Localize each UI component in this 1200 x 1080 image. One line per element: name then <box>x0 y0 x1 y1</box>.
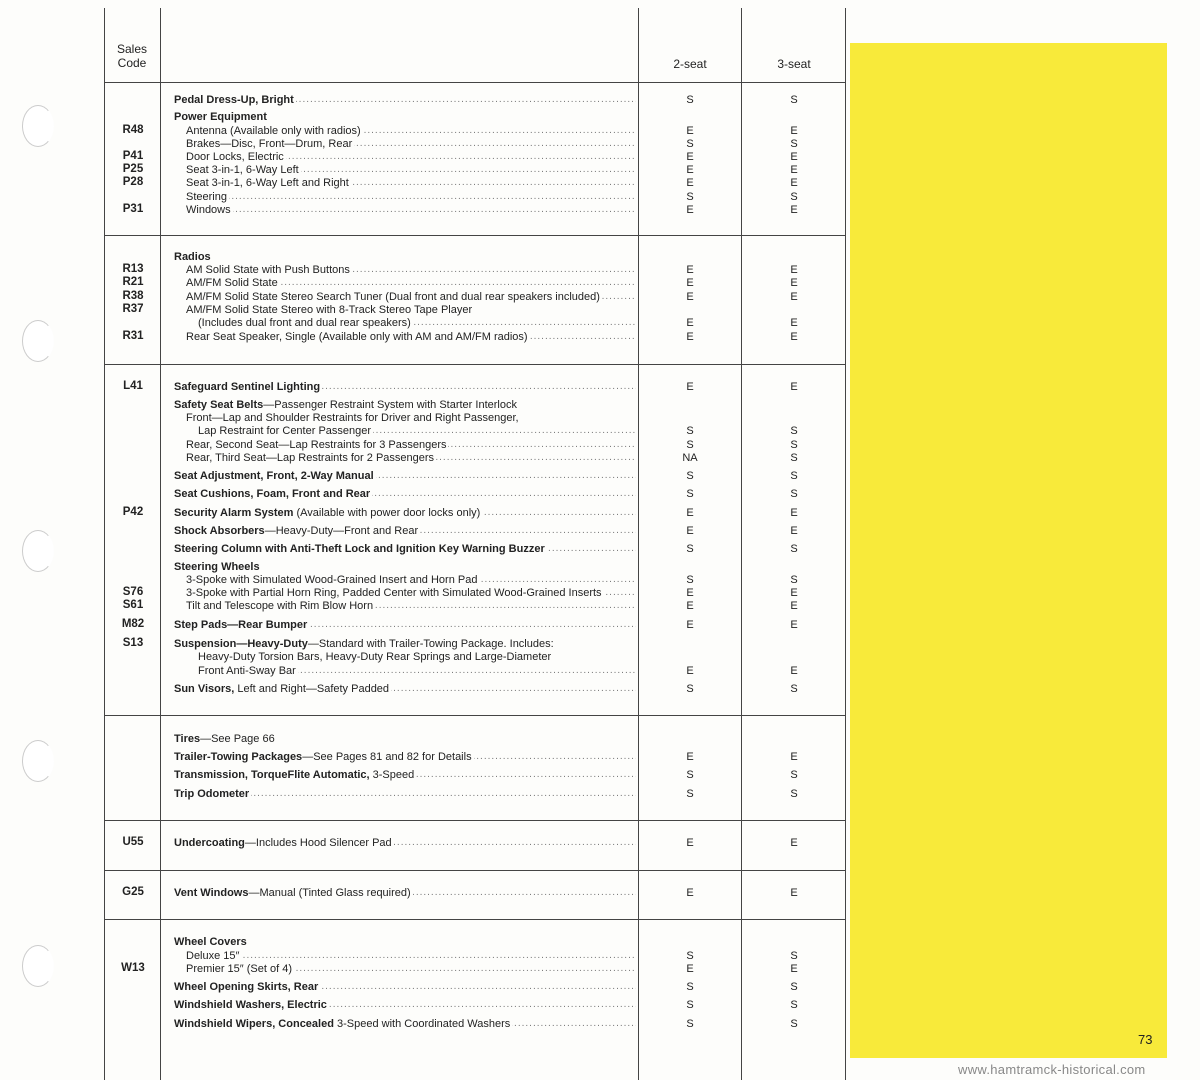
sales-code: S13 <box>122 637 144 649</box>
option-row <box>174 469 636 483</box>
two-seat-value: E <box>686 291 694 303</box>
two-seat-value: E <box>686 264 694 276</box>
three-seat-value: E <box>790 204 798 216</box>
option-row <box>174 398 636 412</box>
two-seat-value: S <box>686 191 694 203</box>
two-seat-value: E <box>686 331 694 343</box>
three-seat-value: E <box>790 600 798 612</box>
group-rule <box>104 364 845 365</box>
option-name: Step Pads—Rear Bumper <box>174 619 308 631</box>
three-seat-value: E <box>790 151 798 163</box>
option-name: Safeguard Sentinel Lighting <box>174 381 321 393</box>
three-seat-value: E <box>790 525 798 537</box>
punch-hole <box>22 530 54 572</box>
option-detail: Seat 3-in-1, 6-Way Left <box>186 164 299 176</box>
option-row <box>174 682 636 696</box>
option-name: Steering Column with Anti-Theft Lock and Ignition Key Warning Buzzer <box>174 543 545 555</box>
option-detail: 3-Speed <box>369 769 415 781</box>
three-seat-value: S <box>790 769 798 781</box>
two-seat-value: E <box>686 507 694 519</box>
three-seat-value: S <box>790 191 798 203</box>
option-row <box>174 618 636 632</box>
yellow-tab-panel <box>850 43 1167 1058</box>
three-seat-value: E <box>790 619 798 631</box>
two-seat-value: S <box>686 1018 694 1030</box>
option-row <box>186 573 636 587</box>
option-row <box>174 935 636 949</box>
header-rule <box>104 82 845 83</box>
option-row <box>174 487 636 501</box>
two-seat-value: E <box>686 587 694 599</box>
option-detail: Lap Restraint for Center Passenger <box>198 425 372 437</box>
option-detail: —Passenger Restraint System with Starter Interlock <box>263 399 517 411</box>
option-row <box>198 650 636 664</box>
sales-code: P42 <box>122 506 144 518</box>
option-detail: Heavy-Duty Torsion Bars, Heavy-Duty Rear Springs and Large-Diameter <box>198 651 552 663</box>
two-seat-value: E <box>686 151 694 163</box>
option-detail: —Manual (Tinted Glass required) <box>248 887 411 899</box>
option-row <box>174 637 636 651</box>
punch-hole <box>22 740 54 782</box>
three-seat-value: E <box>790 887 798 899</box>
option-row <box>198 316 636 330</box>
option-detail: Rear Seat Speaker, Single (Available only with AM and AM/FM radios) <box>186 331 528 343</box>
two-seat-value: E <box>686 204 694 216</box>
option-row <box>174 732 636 746</box>
three-seat-value: E <box>790 837 798 849</box>
option-name: Suspension—Heavy-Duty <box>174 638 308 650</box>
option-detail: —Includes Hood Silencer Pad <box>244 837 392 849</box>
option-row <box>174 506 636 520</box>
three-seat-value: S <box>790 452 798 464</box>
option-name: Sun Visors, <box>174 683 235 695</box>
punch-hole <box>22 320 54 362</box>
option-detail: AM/FM Solid State <box>186 277 278 289</box>
three-seat-value: S <box>790 574 798 586</box>
option-row <box>186 949 636 963</box>
option-row <box>198 424 636 438</box>
option-row <box>174 768 636 782</box>
option-detail: Rear, Second Seat—Lap Restraints for 3 Passengers <box>186 439 447 451</box>
option-name: Radios <box>174 251 211 263</box>
three-seat-value: S <box>790 488 798 500</box>
option-detail: Front Anti-Sway Bar <box>198 665 296 677</box>
option-detail: AM/FM Solid State Stereo Search Tuner (Dual front and dual rear speakers included) <box>186 291 600 303</box>
sales-code: W13 <box>121 962 145 974</box>
option-row <box>186 290 636 304</box>
two-seat-value: E <box>686 619 694 631</box>
two-seat-value: S <box>686 439 694 451</box>
option-detail: Door Locks, Electric <box>186 151 284 163</box>
option-detail: (Includes dual front and dual rear speakers) <box>198 317 411 329</box>
two-seat-value: E <box>686 277 694 289</box>
three-seat-value: S <box>790 1018 798 1030</box>
three-seat-value: E <box>790 277 798 289</box>
three-seat-value: S <box>790 425 798 437</box>
three-seat-value: E <box>790 665 798 677</box>
three-seat-value: S <box>790 950 798 962</box>
option-row <box>174 93 636 107</box>
option-detail: AM/FM Solid State Stereo with 8-Track Stereo Tape Player <box>186 304 473 316</box>
option-row <box>186 150 636 164</box>
two-seat-value: S <box>686 488 694 500</box>
sales-code: R37 <box>122 303 144 315</box>
sales-code: R48 <box>122 124 144 136</box>
option-row <box>186 176 636 190</box>
three-seat-value: S <box>790 788 798 800</box>
option-row <box>186 276 636 290</box>
three-seat-value: E <box>790 125 798 137</box>
two-seat-value: E <box>686 837 694 849</box>
sales-code: L41 <box>123 380 143 392</box>
sales-code: P25 <box>122 163 144 175</box>
group-rule <box>104 235 845 236</box>
option-row <box>186 303 636 317</box>
three-seat-column-rule <box>845 8 846 1080</box>
option-row <box>186 411 636 425</box>
two-seat-value: S <box>686 999 694 1011</box>
option-detail: —See Page 66 <box>200 733 275 745</box>
two-seat-value: S <box>686 574 694 586</box>
two-seat-value: E <box>686 751 694 763</box>
option-row <box>174 380 636 394</box>
three-seat-value: E <box>790 177 798 189</box>
group-rule <box>104 919 845 920</box>
two-seat-value: E <box>686 887 694 899</box>
two-seat-value: S <box>686 543 694 555</box>
three-seat-value: S <box>790 981 798 993</box>
group-rule <box>104 870 845 871</box>
two-seat-header: 2-seat <box>673 57 707 71</box>
option-detail: (Available with power door locks only) <box>293 507 481 519</box>
two-seat-value: E <box>686 381 694 393</box>
option-detail: Steering <box>186 191 227 203</box>
sales-code: R31 <box>122 330 144 342</box>
option-detail: 3-Speed with Coordinated Washers <box>333 1018 511 1030</box>
option-name: Windshield Wipers, Concealed <box>174 1018 334 1030</box>
option-name: Seat Cushions, Foam, Front and Rear <box>174 488 371 500</box>
option-row <box>174 110 636 124</box>
two-seat-value: S <box>686 950 694 962</box>
two-seat-value: E <box>686 164 694 176</box>
three-seat-value: E <box>790 264 798 276</box>
three-seat-value: E <box>790 317 798 329</box>
two-seat-value: S <box>686 788 694 800</box>
sales-code: M82 <box>121 618 145 630</box>
option-row <box>174 998 636 1012</box>
option-row <box>186 137 636 151</box>
two-seat-value: S <box>686 470 694 482</box>
two-seat-value: E <box>686 177 694 189</box>
option-row <box>186 962 636 976</box>
option-row <box>186 124 636 138</box>
three-seat-value: S <box>790 999 798 1011</box>
two-seat-value: E <box>686 665 694 677</box>
option-row <box>186 599 636 613</box>
two-seat-value: E <box>686 963 694 975</box>
sales-code: R21 <box>122 276 144 288</box>
sales-code: P31 <box>122 203 144 215</box>
option-name: Trip Odometer <box>174 788 250 800</box>
sales-code: U55 <box>122 836 144 848</box>
option-row <box>174 250 636 264</box>
sales-code: G25 <box>122 886 144 898</box>
sales-code: R13 <box>122 263 144 275</box>
option-name: Safety Seat Belts <box>174 399 264 411</box>
three-seat-header: 3-seat <box>777 57 811 71</box>
option-detail: Premier 15″ (Set of 4) <box>186 963 292 975</box>
option-row <box>174 524 636 538</box>
three-seat-value: S <box>790 683 798 695</box>
option-row <box>174 980 636 994</box>
option-row <box>174 886 636 900</box>
option-row <box>174 787 636 801</box>
option-name: Security Alarm System <box>174 507 294 519</box>
option-row <box>186 330 636 344</box>
three-seat-value: S <box>790 138 798 150</box>
sales-code: S61 <box>122 599 144 611</box>
punch-hole <box>22 105 54 147</box>
option-row <box>186 203 636 217</box>
sales-code: R38 <box>122 290 144 302</box>
three-seat-value: E <box>790 507 798 519</box>
two-seat-value: S <box>686 138 694 150</box>
three-seat-value: S <box>790 94 798 106</box>
three-seat-value: S <box>790 470 798 482</box>
sales-code-header: Sales Code <box>116 42 148 70</box>
option-row <box>198 664 636 678</box>
group-rule <box>104 820 845 821</box>
three-seat-value: E <box>790 164 798 176</box>
option-detail: Front—Lap and Shoulder Restraints for Driver and Right Passenger, <box>186 412 519 424</box>
option-detail: Deluxe 15″ <box>186 950 240 962</box>
two-seat-value: S <box>686 981 694 993</box>
sales-code: S76 <box>122 586 144 598</box>
option-detail: Rear, Third Seat—Lap Restraints for 2 Passengers <box>186 452 435 464</box>
option-row <box>186 586 636 600</box>
two-seat-value: E <box>686 317 694 329</box>
option-detail: —Heavy-Duty—Front and Rear <box>264 525 419 537</box>
three-seat-value: E <box>790 587 798 599</box>
option-name: Wheel Opening Skirts, Rear <box>174 981 319 993</box>
option-row <box>174 836 636 850</box>
option-name: Steering Wheels <box>174 561 260 573</box>
option-row <box>186 190 636 204</box>
watermark: www.hamtramck-historical.com <box>958 1062 1146 1077</box>
option-name: Windshield Washers, Electric <box>174 999 327 1011</box>
option-detail: Tilt and Telescope with Rim Blow Horn <box>186 600 374 612</box>
option-name: Power Equipment <box>174 111 267 123</box>
option-name: Trailer-Towing Packages <box>174 751 303 763</box>
option-detail: —See Pages 81 and 82 for Details <box>302 751 472 763</box>
two-seat-value: NA <box>682 452 698 464</box>
option-row <box>186 163 636 177</box>
two-seat-value: S <box>686 94 694 106</box>
option-row <box>174 560 636 574</box>
option-name: Transmission, TorqueFlite Automatic, <box>174 769 370 781</box>
option-row <box>186 451 636 465</box>
three-seat-value: E <box>790 963 798 975</box>
two-seat-value: E <box>686 600 694 612</box>
three-seat-value: E <box>790 291 798 303</box>
option-detail: Windows <box>186 204 231 216</box>
sales-code: P28 <box>122 176 144 188</box>
two-seat-value: S <box>686 425 694 437</box>
option-name: Undercoating <box>174 837 245 849</box>
option-detail: —Standard with Trailer-Towing Package. Includes: <box>307 638 554 650</box>
three-seat-value: E <box>790 751 798 763</box>
option-detail: AM Solid State with Push Buttons <box>186 264 350 276</box>
option-name: Seat Adjustment, Front, 2-Way Manual <box>174 470 374 482</box>
sales-code: P41 <box>122 150 144 162</box>
option-row <box>174 750 636 764</box>
option-row <box>174 1017 636 1031</box>
option-name: Shock Absorbers <box>174 525 265 537</box>
page-number: 73 <box>1138 1032 1153 1047</box>
option-name: Pedal Dress-Up, Bright <box>174 94 294 106</box>
two-seat-value: S <box>686 769 694 781</box>
two-seat-value: E <box>686 525 694 537</box>
two-seat-value: S <box>686 683 694 695</box>
option-detail: Antenna (Available only with radios) <box>186 125 361 137</box>
option-detail: Seat 3-in-1, 6-Way Left and Right <box>186 177 349 189</box>
option-detail: 3-Spoke with Simulated Wood-Grained Insert and Horn Pad <box>186 574 478 586</box>
option-detail: Brakes—Disc, Front—Drum, Rear <box>186 138 353 150</box>
option-name: Vent Windows <box>174 887 249 899</box>
three-seat-value: S <box>790 439 798 451</box>
three-seat-value: E <box>790 331 798 343</box>
three-seat-value: E <box>790 381 798 393</box>
option-name: Tires <box>174 733 201 745</box>
option-row <box>186 438 636 452</box>
two-seat-value: E <box>686 125 694 137</box>
option-row <box>174 542 636 556</box>
punch-hole <box>22 945 54 987</box>
option-detail: 3-Spoke with Partial Horn Ring, Padded Center with Simulated Wood-Grained Inserts <box>186 587 602 599</box>
group-rule <box>104 715 845 716</box>
option-row <box>186 263 636 277</box>
option-detail: Left and Right—Safety Padded <box>234 683 390 695</box>
option-name: Wheel Covers <box>174 936 247 948</box>
three-seat-value: S <box>790 543 798 555</box>
